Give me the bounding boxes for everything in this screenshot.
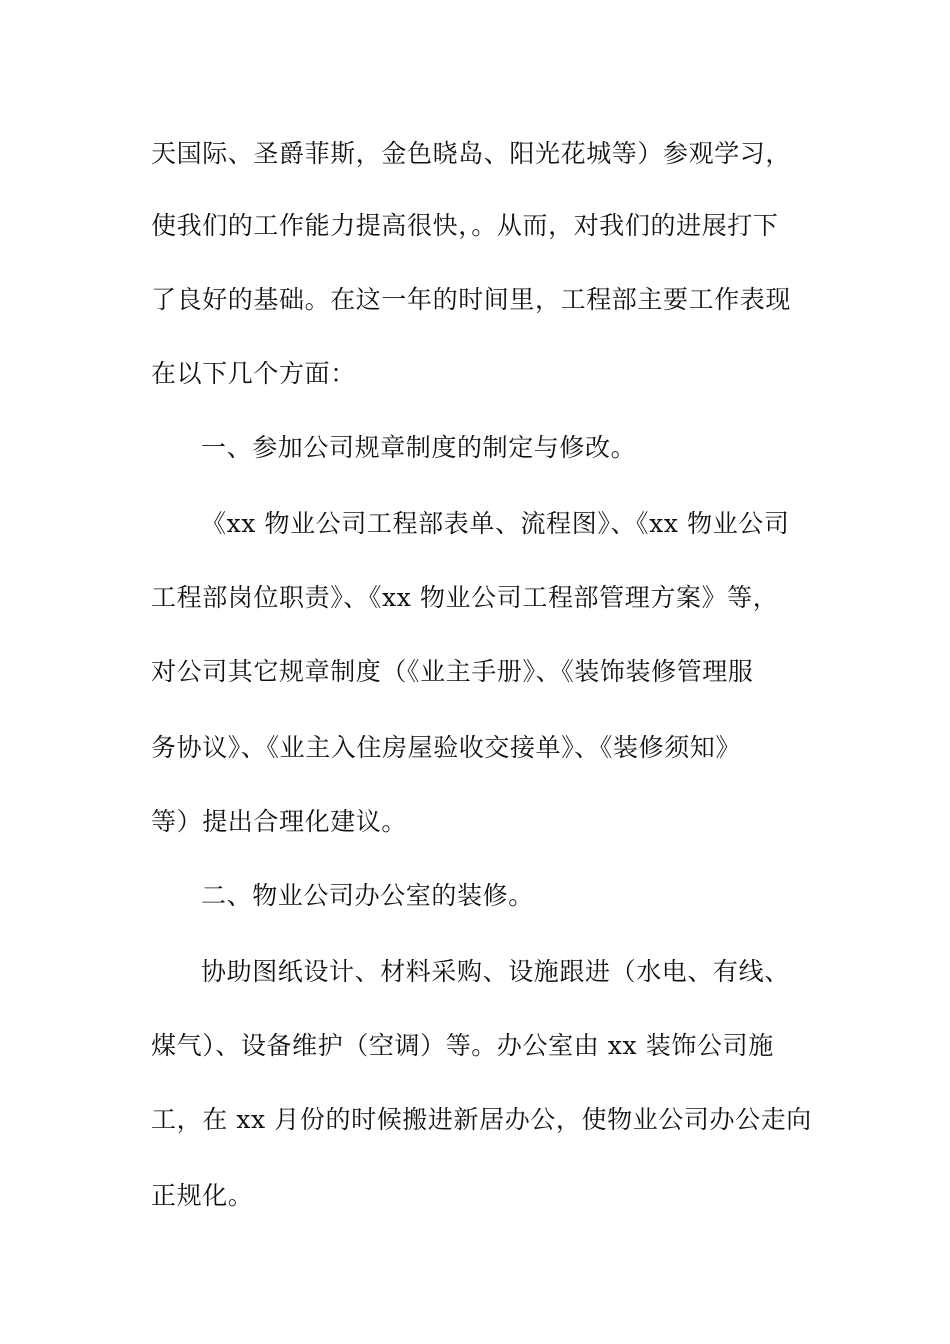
paragraph-line: 煤气）、设备维护（空调）等。办公室由 xx 装饰公司施	[151, 1031, 774, 1060]
paragraph-line: 使我们的工作能力提高很快，。从而，对我们的进展打下	[151, 211, 779, 240]
section-heading-1: 一、参加公司规章制度的制定与修改。	[201, 433, 637, 462]
section-heading-2: 二、物业公司办公室的装修。	[201, 881, 534, 910]
paragraph-line: 正规化。	[151, 1181, 254, 1210]
paragraph-line: 务协议》、《业主入住房屋验收交接单》、《装修须知》	[151, 733, 742, 762]
paragraph-line: 对公司其它规章制度（《业主手册》、《装饰装修管理服	[151, 657, 754, 686]
paragraph-line: 工程部岗位职责》、《xx 物业公司工程部管理方案》等，	[151, 583, 779, 612]
paragraph-line: 天国际、圣爵菲斯，金色晓岛、阳光花城等）参观学习，	[151, 139, 792, 168]
paragraph-line: 《xx 物业公司工程部表单、流程图》、《xx 物业公司	[201, 509, 790, 538]
paragraph-line: 工，在 xx 月份的时候搬进新居办公，使物业公司办公走向	[151, 1105, 812, 1134]
paragraph-line: 等）提出合理化建议。	[151, 807, 408, 836]
paragraph-line: 了良好的基础。在这一年的时间里，工程部主要工作表现	[151, 285, 792, 314]
paragraph-line: 协助图纸设计、材料采购、设施跟进（水电、有线、	[201, 957, 790, 986]
paragraph-line: 在以下几个方面：	[151, 359, 356, 388]
